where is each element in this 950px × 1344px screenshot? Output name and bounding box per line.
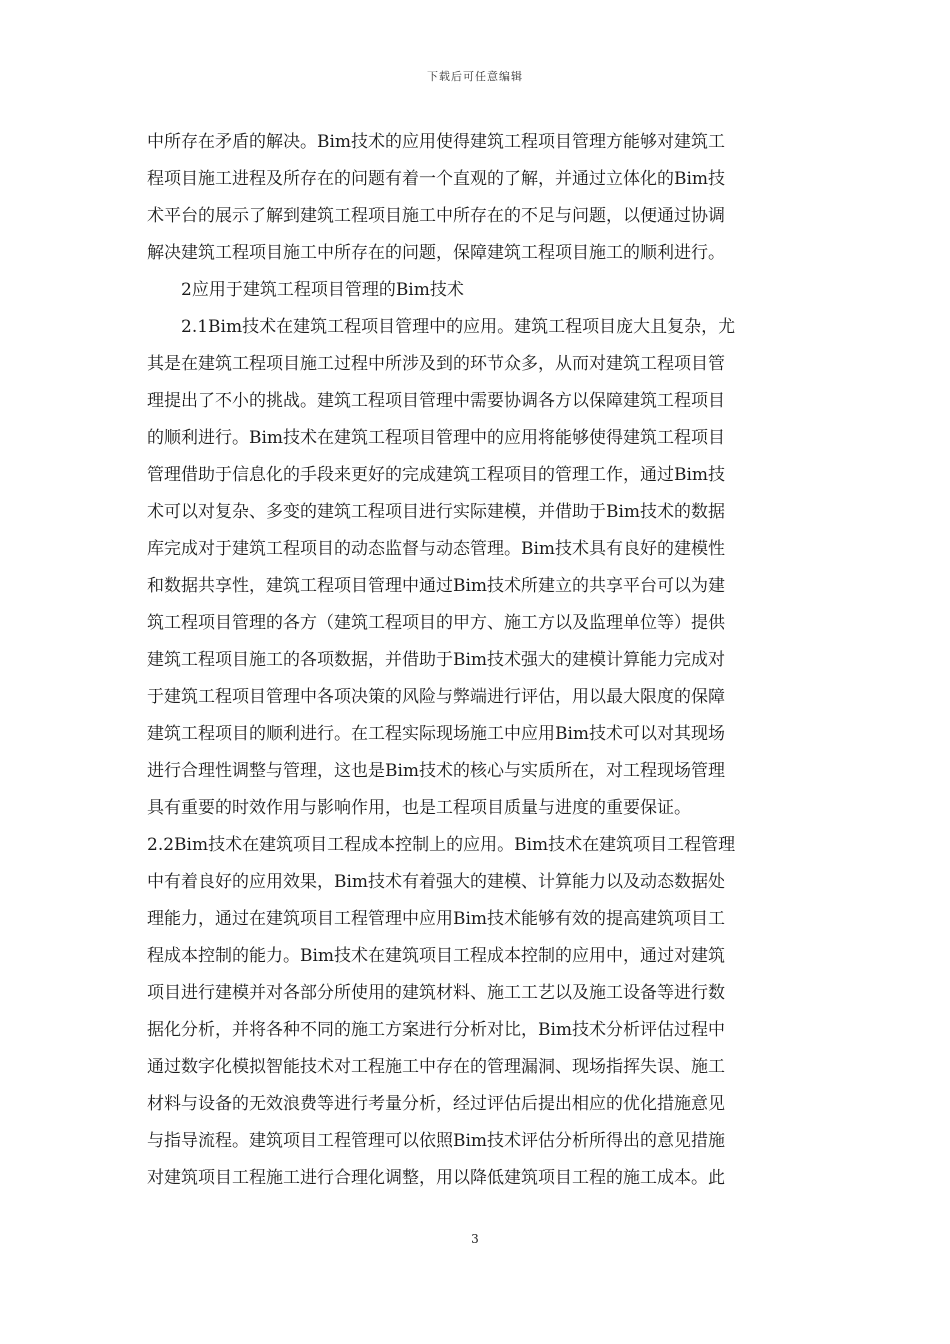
text-line: 理能力，通过在建筑项目工程管理中应用Bim技术能够有效的提高建筑项目工 [147,909,726,929]
text-line: 程成本控制的能力。Bim技术在建筑项目工程成本控制的应用中，通过对建筑 [147,946,726,966]
text-line: 建筑工程项目施工的各项数据，并借助于Bim技术强大的建模计算能力完成对 [147,650,726,670]
page-number: 3 [471,1232,479,1246]
text-line: 理提出了不小的挑战。建筑工程项目管理中需要协调各方以保障建筑工程项目 [147,391,725,411]
section-heading: 2应用于建筑工程项目管理的Bim技术 [181,280,464,300]
text-line: 据化分析，并将各种不同的施工方案进行分析对比，Bim技术分析评估过程中 [147,1020,726,1040]
text-line: 中有着良好的应用效果，Bim技术有着强大的建模、计算能力以及动态数据处 [147,872,726,892]
text-line: 对建筑项目工程施工进行合理化调整，用以降低建筑项目工程的施工成本。此 [147,1168,725,1188]
text-line: 库完成对于建筑工程项目的动态监督与动态管理。Bim技术具有良好的建模性 [147,539,726,559]
text-line: 材料与设备的无效浪费等进行考量分析，经过评估后提出相应的优化措施意见 [147,1094,725,1114]
text-line: 建筑工程项目的顺利进行。在工程实际现场施工中应用Bim技术可以对其现场 [147,724,726,744]
text-line: 通过数字化模拟智能技术对工程施工中存在的管理漏洞、现场指挥失误、施工 [147,1057,725,1077]
text-line: 解决建筑工程项目施工中所存在的问题，保障建筑工程项目施工的顺利进行。 [147,243,725,263]
text-line: 进行合理性调整与管理，这也是Bim技术的核心与实质所在，对工程现场管理 [147,761,726,781]
subsection-heading-line: 2.1Bim技术在建筑工程项目管理中的应用。建筑工程项目庞大且复杂，尤 [181,317,736,337]
text-line: 与指导流程。建筑项目工程管理可以依照Bim技术评估分析所得出的意见措施 [147,1131,726,1151]
text-line: 项目进行建模并对各部分所使用的建筑材料、施工工艺以及施工设备等进行数 [147,983,725,1003]
text-line: 管理借助于信息化的手段来更好的完成建筑工程项目的管理工作，通过Bim技 [147,465,726,485]
document-body [147,124,807,1197]
text-line: 其是在建筑工程项目施工过程中所涉及到的环节众多，从而对建筑工程项目管 [147,354,725,374]
text-line: 的顺利进行。Bim技术在建筑工程项目管理中的应用将能够使得建筑工程项目 [147,428,726,448]
text-line: 中所存在矛盾的解决。Bim技术的应用使得建筑工程项目管理方能够对建筑工 [147,132,726,152]
text-line: 术可以对复杂、多变的建筑工程项目进行实际建模，并借助于Bim技术的数据 [147,502,726,522]
text-line: 和数据共享性，建筑工程项目管理中通过Bim技术所建立的共享平台可以为建 [147,576,726,596]
page-header: 下载后可任意编辑 [427,70,523,83]
text-line: 术平台的展示了解到建筑工程项目施工中所存在的不足与问题，以便通过协调 [147,206,725,226]
subsection-heading-line: 2.2Bim技术在建筑项目工程成本控制上的应用。Bim技术在建筑项目工程管理 [147,835,736,855]
text-line: 于建筑工程项目管理中各项决策的风险与弊端进行评估，用以最大限度的保障 [147,687,725,707]
text-line: 筑工程项目管理的各方（建筑工程项目的甲方、施工方以及监理单位等）提供 [147,613,725,633]
text-line: 具有重要的时效作用与影响作用，也是工程项目质量与进度的重要保证。 [147,798,691,818]
text-line: 程项目施工进程及所存在的问题有着一个直观的了解，并通过立体化的Bim技 [147,169,726,189]
